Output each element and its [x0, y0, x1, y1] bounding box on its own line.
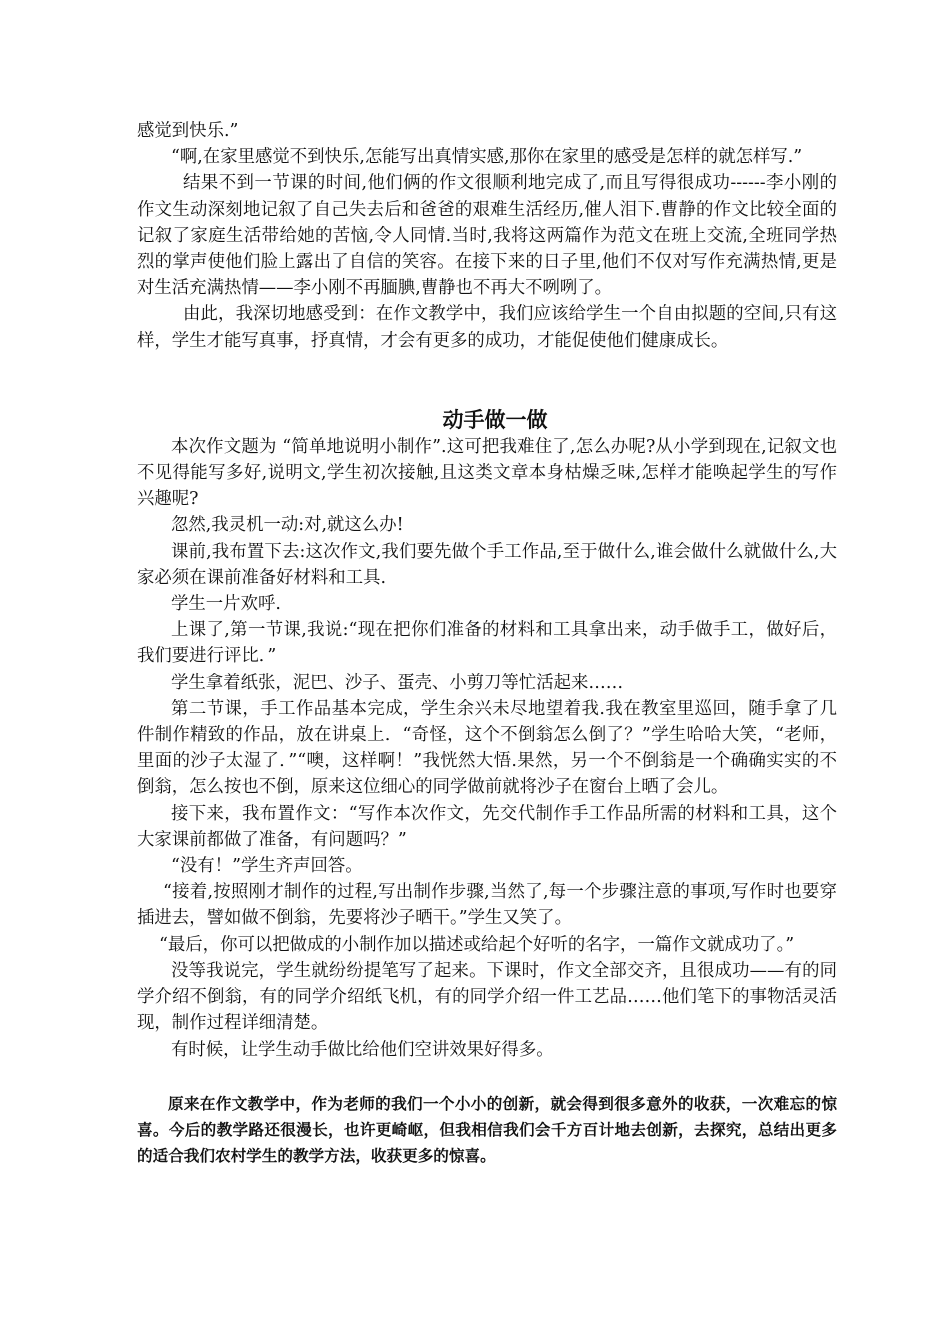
paragraph: “最后，你可以把做成的小制作加以描述或给起个好听的名字，一篇作文就成功了。” — [159, 934, 795, 955]
paragraph: 第二节课，手工作品基本完成，学生余兴未尽地望着我.我在教室里巡回，随手拿了几件制作精致的作品，放在讲桌上．“奇怪，这个不倒翁怎么倒了？”学生哈哈大笑，“老师，里面的沙子太湿了．”“噢，这样啊！”我恍然大悟.果然，另一个不倒翁是一个确确实实的不倒翁，怎么按也不倒，原来这位细心的同学做前就将沙子在窗台上晒了会儿。 — [137, 698, 837, 798]
paragraph: “啊,在家里感觉不到快乐,怎能写出真情实感,那你在家里的感受是怎样的就怎样写.” — [171, 147, 803, 168]
paragraph: “接着,按照刚才制作的过程,写出制作步骤,当然了,每一个步骤注意的事项,写作时也要穿插进去，譬如做不倒翁，先要将沙子晒干。”学生又笑了。 — [137, 882, 837, 929]
document-page — [137, 118, 837, 1169]
paragraph: 有时候，让学生动手做比给他们空讲效果好得多。 — [171, 1039, 554, 1060]
paragraph: 课前,我布置下去:这次作文,我们要先做个手工作品,至于做什么,谁会做什么就做什么,大家必须在课前准备好材料和工具. — [137, 541, 837, 588]
paragraph: 没等我说完，学生就纷纷提笔写了起来。下课时，作文全部交齐，且很成功——有的同学介绍不倒翁，有的同学介绍纸飞机，有的同学介绍一件工艺品……他们笔下的事物活灵活现，制作过程详细清楚。 — [137, 960, 837, 1034]
paragraph: “没有！”学生齐声回答。 — [171, 856, 363, 877]
section-title: 动手做一做 — [442, 407, 548, 432]
paragraph: 学生拿着纸张，泥巴、沙子、蛋壳、小剪刀等忙活起来…… — [171, 672, 624, 693]
paragraph: 感觉到快乐.” — [137, 121, 239, 141]
paragraph: 学生一片欢呼. — [171, 594, 281, 615]
paragraph: 本次作文题为 “简单地说明小制作”.这可把我难住了,怎么办呢?从小学到现在,记叙文也不见得能写多好,说明文,学生初次接触,且这类文章本身枯燥乏味,怎样才能唤起学生的写作兴趣呢? — [137, 436, 837, 510]
paragraph: 忽然,我灵机一动:对,就这么办! — [171, 515, 404, 536]
closing-paragraph: 原来在作文教学中，作为老师的我们一个小小的创新，就会得到很多意外的收获，一次难忘的惊喜。今后的教学路还很漫长，也许更崎岖，但我相信我们会千方百计地去创新，去探究，总结出更多的适合我们农村学生的教学方法，收获更多的惊喜。 — [137, 1094, 837, 1165]
section-spacer — [137, 1063, 837, 1091]
paragraph: 上课了,第一节课,我说:“现在把你们准备的材料和工具拿出来，动手做手工，做好后，我们要进行评比．” — [137, 620, 837, 667]
paragraph: 由此，我深切地感受到：在作文教学中，我们应该给学生一个自由拟题的空间,只有这样，学生才能写真事，抒真情，才会有更多的成功，才能促使他们健康成长。 — [137, 304, 837, 351]
paragraph: 接下来，我布置作文：“写作本次作文，先交代制作手工作品所需的材料和工具，这个大家课前都做了准备，有问题吗？” — [137, 803, 837, 850]
section-spacer — [137, 354, 837, 406]
paragraph: 结果不到一节课的时间,他们俩的作文很顺利地完成了,而且写得很成功------李小刚的作文生动深刻地记叙了自己失去后和爸爸的艰难生活经历,催人泪下.曹静的作文比较全面的记叙了家庭生活带给她的苦恼,令人同情.当时,我将这两篇作为范文在班上交流,全班同学热烈的掌声使他们脸上露出了自信的笑容。在接下来的日子里,他们不仅对写作充满热情,更是对生活充满热情——李小刚不再腼腆,曹静也不再大不咧咧了。 — [137, 173, 837, 299]
